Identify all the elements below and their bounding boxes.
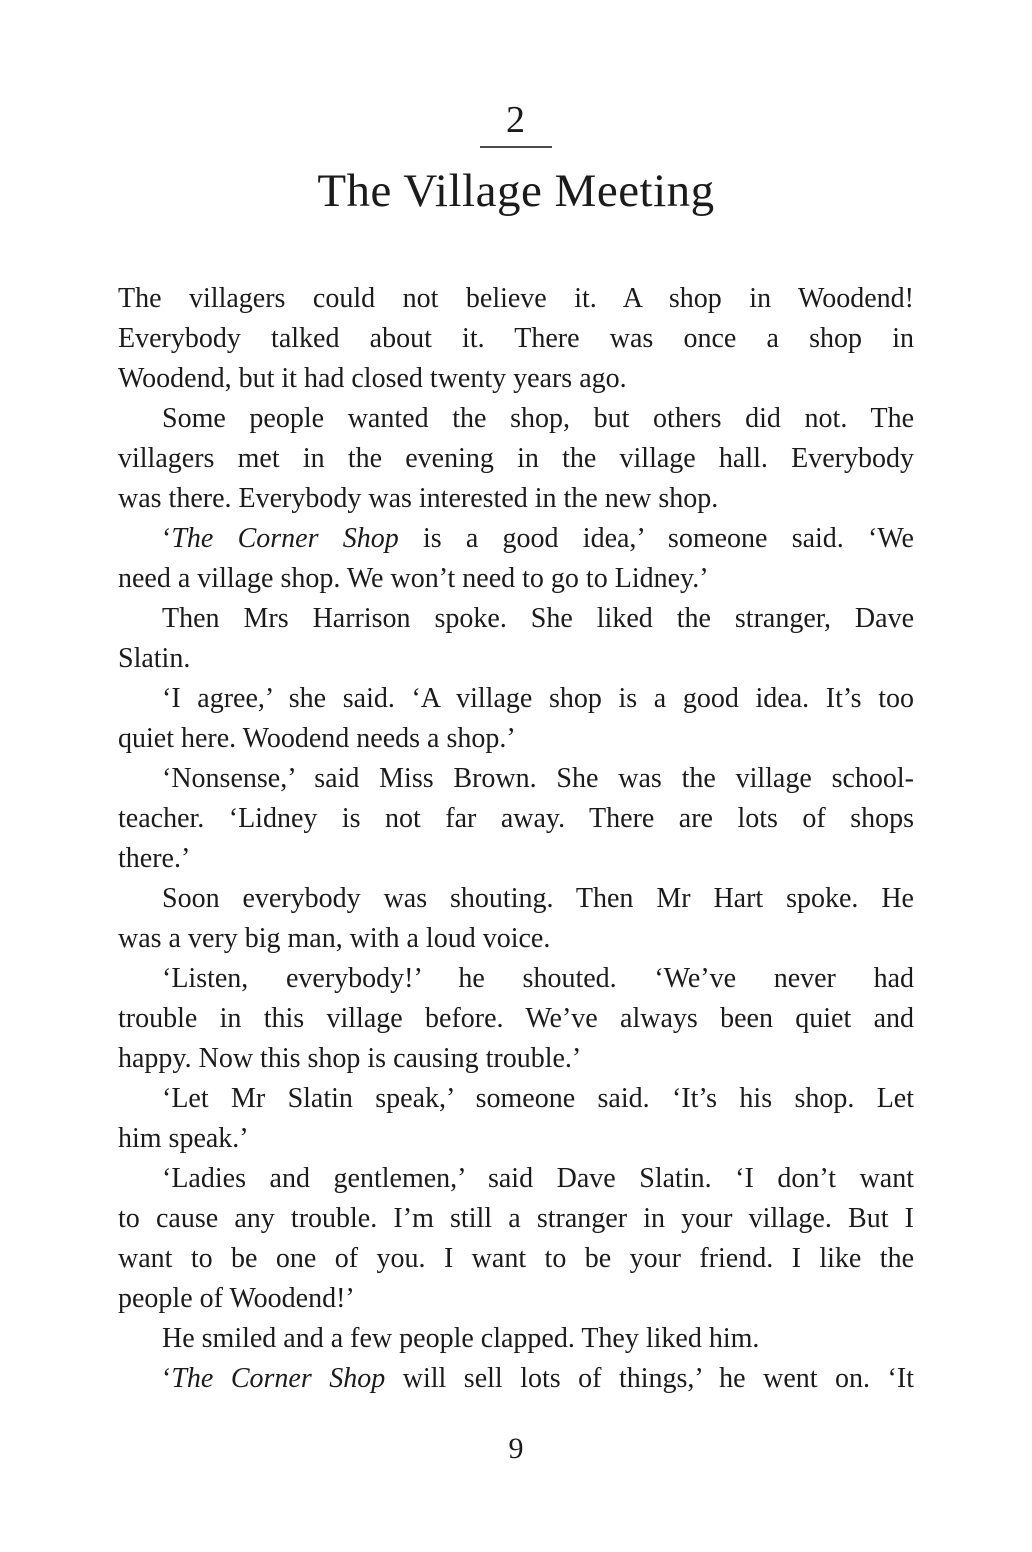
chapter-number: 2 xyxy=(506,99,526,141)
text-line: need a village shop. We won’t need to go to Lidney.’ xyxy=(118,563,709,595)
text-line: there.’ xyxy=(118,843,191,875)
text-line: was there. Everybody was interested in the new shop. xyxy=(118,483,719,515)
text-line: teacher. ‘Lidney is not far away. There are lots of shops xyxy=(118,803,914,835)
text-line: ‘Ladies and gentlemen,’ said Dave Slatin. ‘I don’t want xyxy=(162,1163,914,1195)
text-line: was a very big man, with a loud voice. xyxy=(118,923,551,955)
text-line: ‘Let Mr Slatin speak,’ someone said. ‘It’s his shop. Let xyxy=(162,1083,914,1115)
text-line: ‘Nonsense,’ said Miss Brown. She was the village school- xyxy=(162,763,914,795)
text-line: people of Woodend!’ xyxy=(118,1283,355,1315)
text-line: ‘The Corner Shop will sell lots of things,’ he went on. ‘It xyxy=(162,1363,914,1395)
chapter-rule xyxy=(480,146,552,148)
page-title: The Village Meeting xyxy=(317,164,715,217)
page-number: 9 xyxy=(508,1432,524,1465)
text-line: ‘Listen, everybody!’ he shouted. ‘We’ve never had xyxy=(162,963,914,995)
text-line: Woodend, but it had closed twenty years ago. xyxy=(118,363,627,395)
text-line: ‘The Corner Shop is a good idea,’ someone said. ‘We xyxy=(162,523,914,555)
text-line: him speak.’ xyxy=(118,1123,249,1155)
text-line: Some people wanted the shop, but others did not. The xyxy=(162,403,914,435)
text-line: He smiled and a few people clapped. They liked him. xyxy=(162,1323,760,1355)
text-line: Soon everybody was shouting. Then Mr Hart spoke. He xyxy=(162,883,914,915)
text-line: trouble in this village before. We’ve always been quiet and xyxy=(118,1003,914,1035)
text-line: to cause any trouble. I’m still a stranger in your village. But I xyxy=(118,1203,914,1235)
text-line: happy. Now this shop is causing trouble.’ xyxy=(118,1043,582,1075)
text-line: quiet here. Woodend needs a shop.’ xyxy=(118,723,516,755)
text-line: villagers met in the evening in the village hall. Everybody xyxy=(118,443,914,475)
text-line: The villagers could not believe it. A shop in Woodend! xyxy=(118,283,914,315)
text-line: Slatin. xyxy=(118,643,191,675)
text-line: want to be one of you. I want to be your friend. I like the xyxy=(118,1243,914,1275)
text-line: Everybody talked about it. There was once a shop in xyxy=(118,323,914,355)
text-line: Then Mrs Harrison spoke. She liked the stranger, Dave xyxy=(162,603,914,635)
chapter-head xyxy=(0,0,1032,217)
text-line: ‘I agree,’ she said. ‘A village shop is a good idea. It’s too xyxy=(162,683,914,715)
body-text xyxy=(118,217,914,1399)
